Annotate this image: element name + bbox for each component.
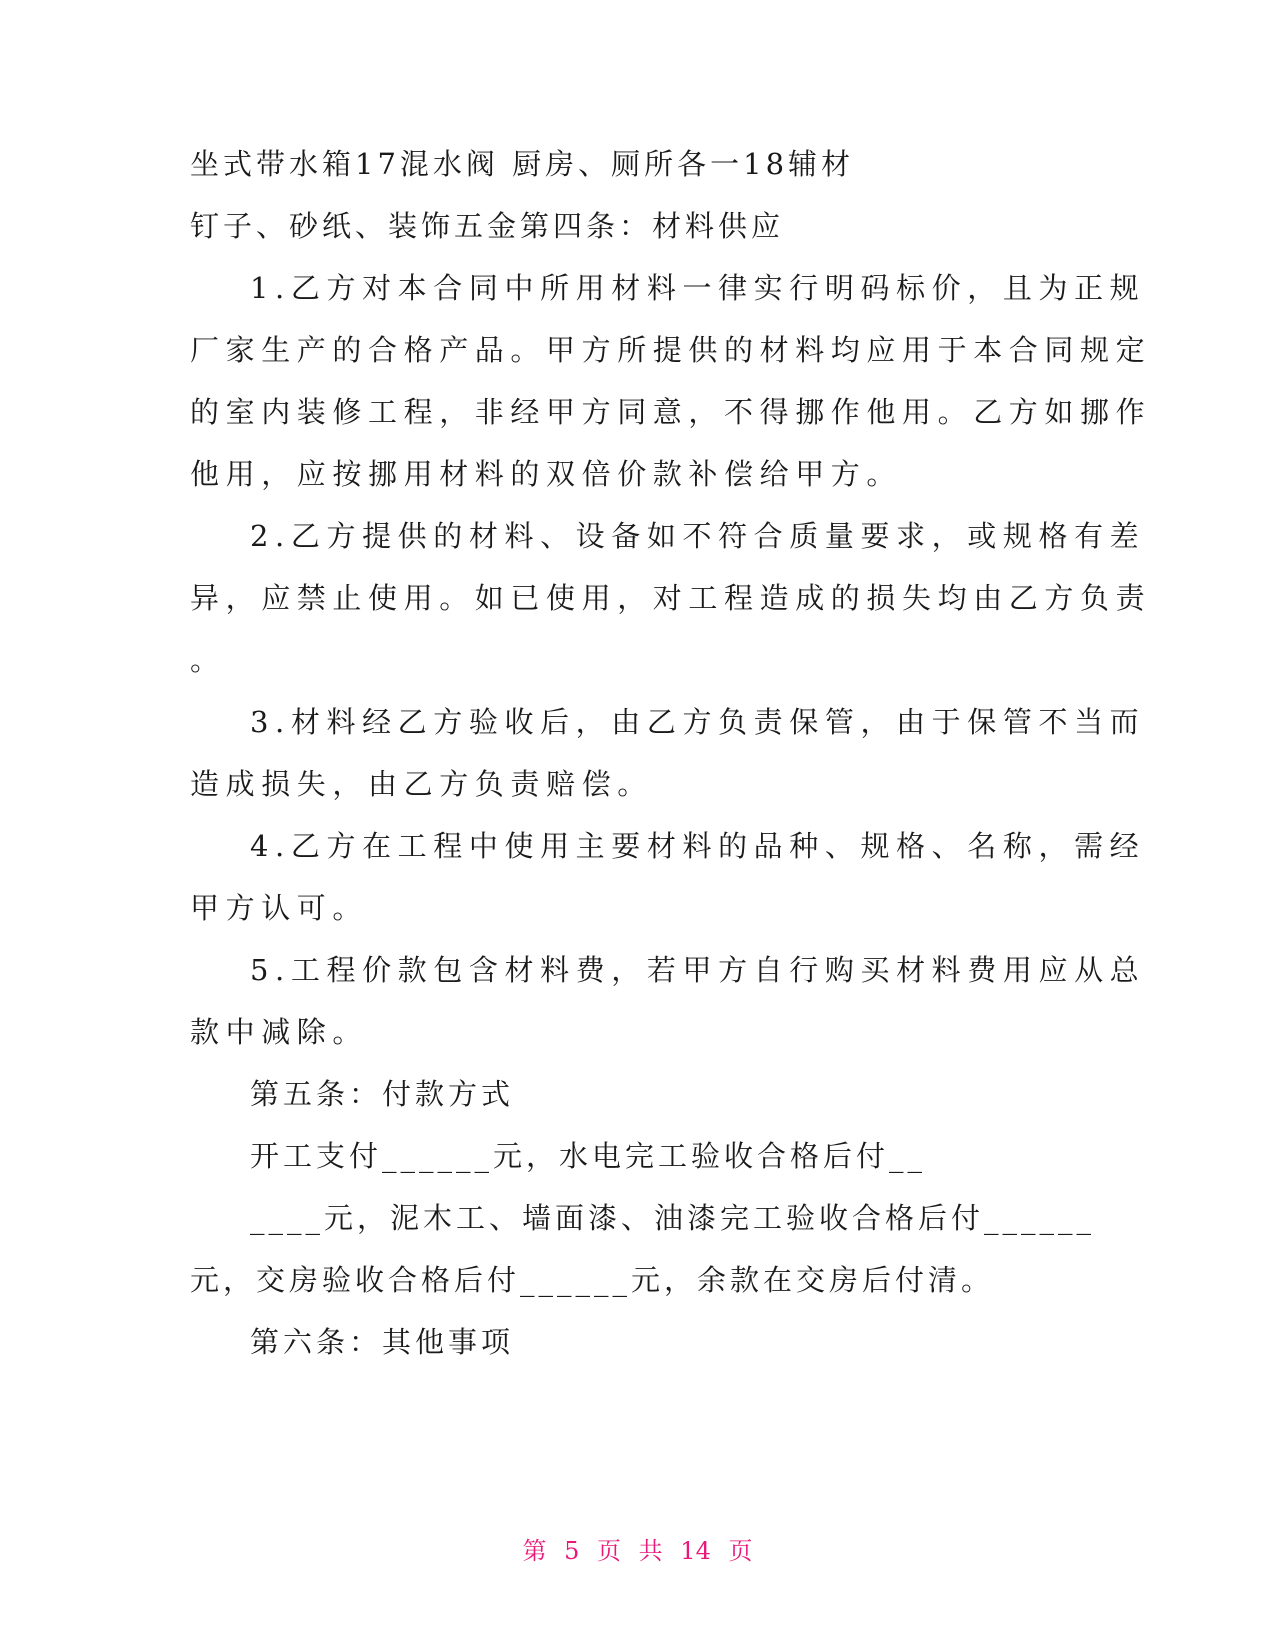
text-line: ____元，泥木工、墙面漆、油漆完工验收合格后付______ — [250, 1201, 1096, 1235]
text-line: 钉子、砂纸、装饰五金第四条：材料供应 — [190, 209, 785, 243]
text-line: 3.材料经乙方验收后，由乙方负责保管，由于保管不当而 — [250, 705, 1146, 739]
section-heading: 第六条：其他事项 — [250, 1325, 515, 1359]
text-line: 款中减除。 — [190, 1015, 369, 1049]
text-line: 4.乙方在工程中使用主要材料的品种、规格、名称，需经 — [250, 829, 1146, 863]
text-line: 1.乙方对本合同中所用材料一律实行明码标价，且为正规 — [250, 271, 1146, 305]
text-line: 2.乙方提供的材料、设备如不符合质量要求，或规格有差 — [250, 519, 1146, 553]
text-line: 元，交房验收合格后付______元，余款在交房后付清。 — [190, 1263, 995, 1297]
text-line: 厂家生产的合格产品。甲方所提供的材料均应用于本合同规定 — [190, 333, 1152, 367]
text-line: 造成损失，由乙方负责赔偿。 — [190, 767, 653, 801]
text-line: 坐式带水箱17混水阀 厨房、厕所各一18辅材 — [190, 147, 855, 181]
text-line: 的室内装修工程，非经甲方同意，不得挪作他用。乙方如挪作 — [190, 395, 1152, 429]
section-heading: 第五条：付款方式 — [250, 1077, 515, 1111]
text-line: 。 — [190, 643, 224, 677]
text-line: 他用，应按挪用材料的双倍价款补偿给甲方。 — [190, 457, 903, 491]
text-line: 异，应禁止使用。如已使用，对工程造成的损失均由乙方负责 — [190, 581, 1152, 615]
page-number-footer: 第 5 页 共 14 页 — [522, 1537, 753, 1565]
text-line: 甲方认可。 — [190, 891, 369, 925]
text-line: 5.工程价款包含材料费，若甲方自行购买材料费用应从总 — [250, 953, 1146, 987]
text-line: 开工支付______元，水电完工验收合格后付__ — [250, 1139, 927, 1173]
